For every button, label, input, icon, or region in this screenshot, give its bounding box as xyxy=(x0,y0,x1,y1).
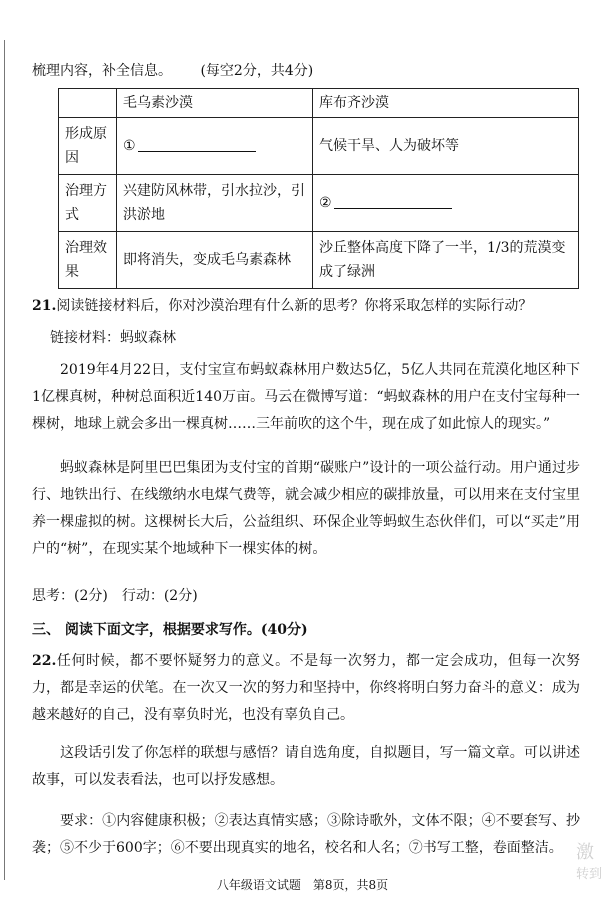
table-cell: 即将消失，变成毛乌素森林 xyxy=(117,232,313,289)
answer-blank[interactable] xyxy=(334,194,452,209)
watermark-line: 激 xyxy=(576,842,594,863)
row-label: 治理方式 xyxy=(59,175,117,232)
watermark-line: 转到 xyxy=(576,867,603,882)
paragraph-text: 蚂蚁森林是阿里巴巴集团为支付宝的首期“碳账户”设计的一项公益行动。用户通过步行、地铁出行、在线缴纳水电煤气费等，就会减少相应的碳排放量，可以用来在支付宝里养一棵虚拟的树。这棵树长大后，公益组织、环保企业等蚂蚁生态伙伴们，可以“买走”用户的“树”，在现实某个地域种下一棵实体的树。 xyxy=(32,460,580,557)
blank-marker: ① xyxy=(123,138,136,154)
paragraph-text: 这段话引发了你怎样的联想与感悟？请自选角度，自拟题目，写一篇文章。可以讲述故事，可以发表看法，也可以抒发感想。 xyxy=(32,745,580,788)
paragraph-text: 任何时候，都不要怀疑努力的意义。不是每一次努力，都一定会成功，但每一次努力，都是幸运的伏笔。在一次又一次的努力和坚持中，你终将明白努力奋斗的意义：成为越来越好的自己，没有辜负时光，也没有辜负自己。 xyxy=(32,653,580,723)
material-label: 链接材料：蚂蚁森林 xyxy=(50,330,176,346)
table-header-cell: 库布齐沙漠 xyxy=(313,89,579,118)
q22-prompt xyxy=(32,740,580,794)
table-row xyxy=(59,118,579,175)
table-cell: 兴建防风林带，引水拉沙，引洪淤地 xyxy=(117,175,313,232)
table-cell xyxy=(117,118,313,175)
table-cell: 沙丘整体高度下降了一半，1/3的荒漠变成了绿洲 xyxy=(313,232,579,289)
question-number: 22. xyxy=(32,653,57,669)
material-paragraph-2 xyxy=(32,455,580,563)
question-text: 阅读链接材料后，你对沙漠治理有什么新的思考？你将采取怎样的实际行动？ xyxy=(56,298,533,314)
table-header-row xyxy=(59,89,579,118)
blank-marker: ② xyxy=(319,195,332,211)
row-label: 形成原因 xyxy=(59,118,117,175)
page-footer: 八年级语文试题 第8页，共8页 xyxy=(216,878,389,892)
table-header-cell xyxy=(59,89,117,118)
table-header-cell: 毛乌素沙漠 xyxy=(117,89,313,118)
intro-score: (每空2分，共4分) xyxy=(200,63,314,79)
row-label: 治理效果 xyxy=(59,232,117,289)
intro-line xyxy=(32,61,313,81)
paragraph-text: 要求：①内容健康积极；②表达真情实感；③除诗歌外，文体不限；④不要套写、抄袭；⑤不少于600字；⑥不要出现真实的地名，校名和人名；⑦书写工整，卷面整洁。 xyxy=(32,813,580,856)
think-action-line: 思考：(2分) 行动：(2分) xyxy=(32,588,198,604)
question-number: 21. xyxy=(32,298,57,314)
question-22 xyxy=(32,648,580,729)
table-row xyxy=(59,175,579,232)
table-cell xyxy=(313,175,579,232)
binding-line xyxy=(4,40,5,880)
paragraph-text: 2019年4月22日，支付宝宣布蚂蚁森林用户数达5亿，5亿人共同在荒漠化地区种下1亿棵真树，种树总面积近140万亩。马云在微博写道：“蚂蚁森林的用户在支付宝每种一棵树，地球上就会多出一棵真树……三年前吹的这个牛，现在成了如此惊人的现实。” xyxy=(32,362,580,432)
material-paragraph-1 xyxy=(32,357,580,438)
answer-blank[interactable] xyxy=(138,137,256,152)
question-21 xyxy=(32,296,532,316)
table-row xyxy=(59,232,579,289)
section-3-heading: 三、 阅读下面文字，根据要求写作。(40分) xyxy=(32,622,308,638)
info-table xyxy=(58,88,579,289)
q22-requirements xyxy=(32,808,580,862)
table-cell: 气候干旱、人为破坏等 xyxy=(313,118,579,175)
intro-text: 梳理内容，补全信息。 xyxy=(32,63,172,79)
